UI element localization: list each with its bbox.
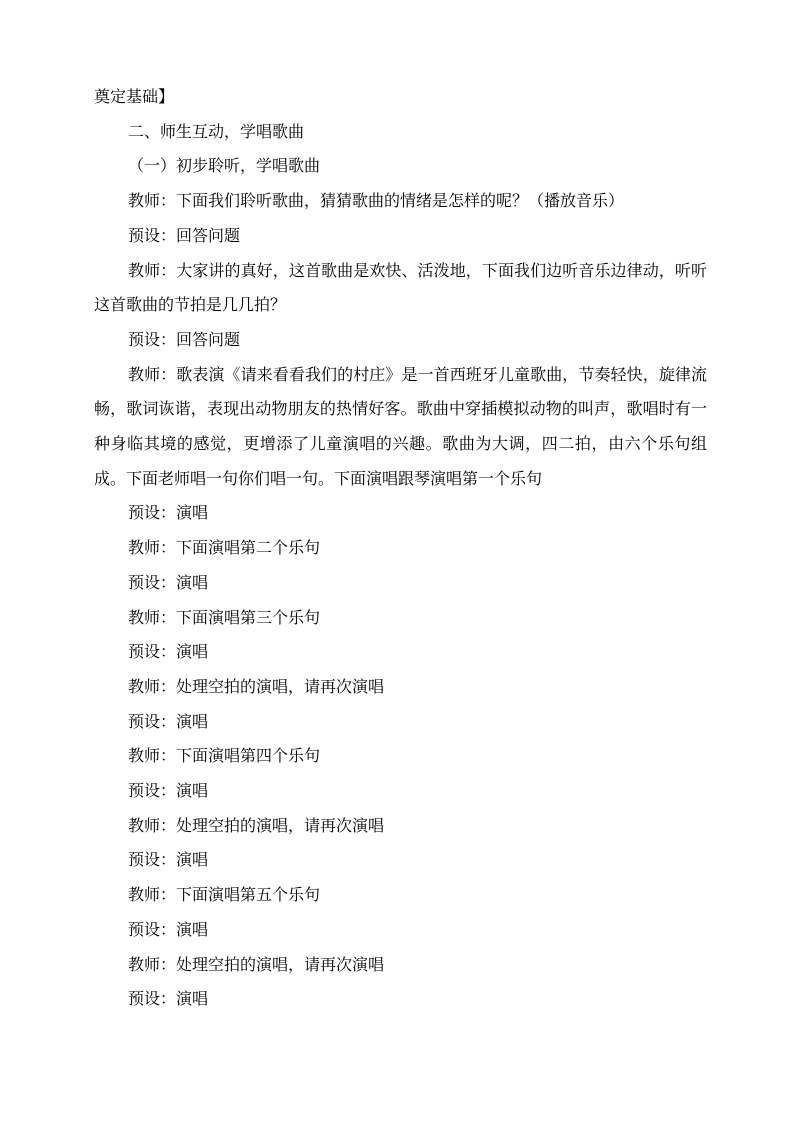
- subsection-heading: （一）初步聆听，学唱歌曲: [128, 156, 321, 176]
- section-heading: 二、师生互动，学唱歌曲: [128, 121, 305, 141]
- teacher-line: 教师：歌表演《请来看看我们的村庄》是一首西班牙儿童歌曲，节奏轻快，旋律流畅，歌词诙谐，表现出动物朋友的热情好客。歌曲中穿插模拟动物的叫声，歌唱时有一种身临其境的感觉，更增添了儿童演唱的兴趣。歌曲为大调，四二拍，由六个乐句组成。下面老师唱一句你们唱一句。下面演唱跟琴演唱第一个乐句: [94, 364, 707, 488]
- preset-line: 预设：演唱: [128, 919, 209, 939]
- teacher-line: 教师：下面演唱第二个乐句: [128, 538, 321, 558]
- teacher-line: 教师：大家讲的真好，这首歌曲是欢快、活泼地，下面我们边听音乐边律动，听听这首歌曲的节拍是几几拍？: [94, 260, 707, 315]
- preset-line: 预设：演唱: [128, 503, 209, 523]
- preset-line: 预设：演唱: [128, 850, 209, 870]
- preset-line: 预设：演唱: [128, 711, 209, 731]
- teacher-line: 教师：下面我们聆听歌曲，猜猜歌曲的情绪是怎样的呢？（播放音乐）: [128, 191, 625, 211]
- teacher-line: 教师：下面演唱第三个乐句: [128, 607, 321, 627]
- preset-line: 预设：演唱: [128, 572, 209, 592]
- document-body: [94, 80, 707, 1017]
- teacher-line: 教师：下面演唱第五个乐句: [128, 885, 321, 905]
- preset-line: 预设：演唱: [128, 642, 209, 662]
- paragraph-continuation: 奠定基础】: [94, 87, 175, 106]
- preset-line: 预设：演唱: [128, 989, 209, 1009]
- teacher-line: 教师：下面演唱第四个乐句: [128, 746, 321, 766]
- teacher-line: 教师：处理空拍的演唱，请再次演唱: [128, 815, 385, 835]
- preset-line: 预设：回答问题: [128, 225, 241, 245]
- teacher-line: 教师：处理空拍的演唱，请再次演唱: [128, 954, 385, 974]
- teacher-line: 教师：处理空拍的演唱，请再次演唱: [128, 676, 385, 696]
- preset-line: 预设：演唱: [128, 781, 209, 801]
- preset-line: 预设：回答问题: [128, 329, 241, 349]
